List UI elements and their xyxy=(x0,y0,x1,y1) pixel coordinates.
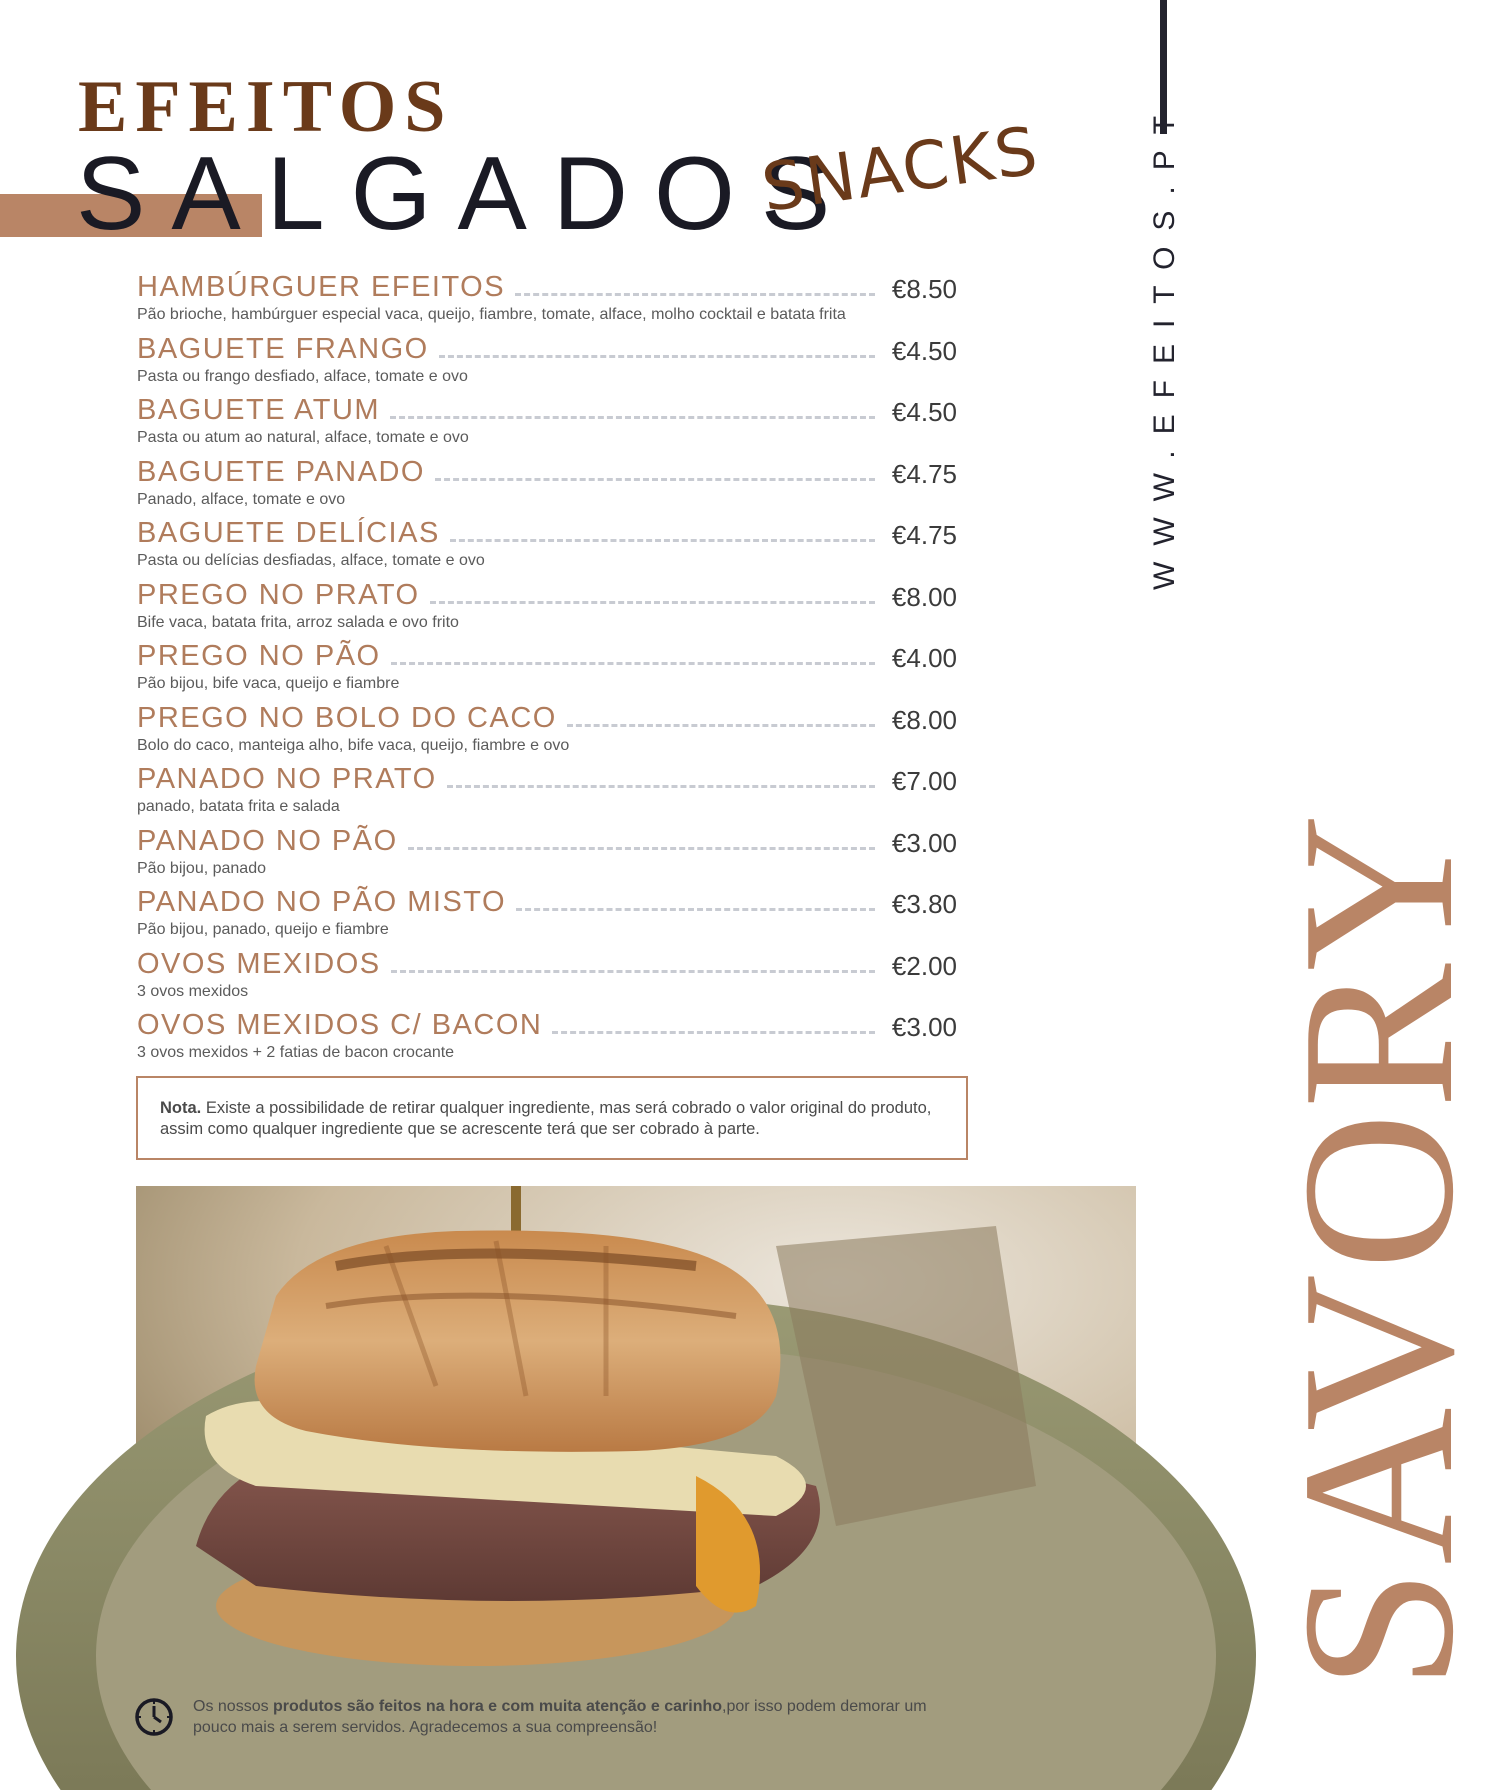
menu-item-price: €8.50 xyxy=(891,274,957,304)
menu-item-description: Pasta ou frango desfiado, alface, tomate e ovo xyxy=(137,367,468,385)
footer-text-bold: produtos são feitos na hora e com muita atenção e carinho xyxy=(273,1698,723,1715)
menu-item xyxy=(137,822,957,884)
menu-item-leader xyxy=(439,355,875,358)
menu-item-leader xyxy=(391,970,875,973)
menu-item-row xyxy=(137,514,957,548)
menu-item-row xyxy=(137,576,957,610)
menu-item-name: OVOS MEXIDOS C/ BACON xyxy=(137,1009,543,1041)
menu-item xyxy=(137,945,957,1007)
menu-item-leader xyxy=(430,601,875,604)
website-text: WWW.EFEITOS.PT xyxy=(1148,99,1181,590)
menu-item-price: €4.50 xyxy=(891,397,957,427)
menu-item-name: BAGUETE ATUM xyxy=(137,394,381,426)
menu-item xyxy=(137,699,957,761)
menu-item xyxy=(137,268,957,330)
menu-item-leader xyxy=(552,1031,875,1034)
menu-item-name: OVOS MEXIDOS xyxy=(137,947,381,980)
menu-item-name: PREGO NO BOLO DO CACO xyxy=(137,701,557,734)
menu-item-leader xyxy=(450,539,875,542)
menu-item-row xyxy=(137,945,957,979)
menu-item xyxy=(137,883,957,945)
menu-item-leader xyxy=(390,416,875,419)
menu-item-name: HAMBÚRGUER EFEITOS xyxy=(137,271,506,303)
brand-script-title: SNACKS xyxy=(757,111,1044,227)
menu-item-price: €3.80 xyxy=(891,889,957,919)
menu-item-description: Pão brioche, hambúrguer especial vaca, queijo, fiambre, tomate, alface, molho cocktail e batata frita xyxy=(137,306,846,323)
menu-item-price: €7.00 xyxy=(891,766,957,796)
menu-list xyxy=(137,268,957,1068)
menu-item-description: Pão bijou, panado xyxy=(137,859,266,877)
menu-item-row xyxy=(137,391,957,425)
footer-text-before: Os nossos xyxy=(193,1698,274,1715)
menu-item-row xyxy=(137,453,957,487)
menu-item-description: Panado, alface, tomate e ovo xyxy=(137,490,346,508)
menu-item-name: PANADO NO PRATO xyxy=(137,763,437,795)
menu-item-description: Bolo do caco, manteiga alho, bife vaca, queijo, fiambre e ovo xyxy=(137,736,570,754)
menu-item-name: BAGUETE DELÍCIAS xyxy=(137,517,440,549)
menu-item-row xyxy=(137,268,957,302)
brand-top-wrap xyxy=(78,66,454,148)
menu-item-name: BAGUETE PANADO xyxy=(137,455,425,488)
menu-item-row xyxy=(137,1006,957,1040)
footer-text-after: ,por isso podem demorar um pouco mais a serem servidos. Agradecemos a sua compreensão! xyxy=(193,1698,927,1736)
clock-icon xyxy=(133,1696,175,1738)
menu-item-description: Pasta ou delícias desfiadas, alface, tomate e ovo xyxy=(137,552,485,569)
menu-item xyxy=(137,391,957,453)
note-text: Existe a possibilidade de retirar qualquer ingrediente, mas será cobrado o valor original do produto, assim como qualquer ingrediente que se acrescente terá que ser cobrado à parte. xyxy=(160,1099,932,1138)
menu-item-row xyxy=(137,822,957,856)
menu-item xyxy=(137,637,957,699)
savory-vertical-title: SAVORY xyxy=(1258,809,1499,1690)
menu-item-row xyxy=(137,699,957,733)
menu-item-price: €8.00 xyxy=(891,704,957,735)
food-photo xyxy=(136,1186,1136,1670)
brand-top-title: EFEITOS xyxy=(78,66,454,148)
menu-item-row xyxy=(137,330,957,364)
note-label: Nota. xyxy=(160,1099,202,1117)
menu-item-price: €4.75 xyxy=(891,458,957,489)
menu-item-description: 3 ovos mexidos + 2 fatias de bacon crocante xyxy=(137,1044,455,1061)
menu-item-name: PANADO NO PÃO xyxy=(137,824,398,857)
brand-main-title: SALGADOS xyxy=(76,136,857,252)
menu-item-price: €8.00 xyxy=(891,581,957,612)
menu-item-price: €4.00 xyxy=(891,643,957,673)
note-box xyxy=(136,1076,968,1160)
menu-item-leader xyxy=(567,724,875,727)
menu-item-description: panado, batata frita e salada xyxy=(137,798,340,815)
menu-item-price: €2.00 xyxy=(891,950,957,981)
menu-item-row xyxy=(137,883,957,917)
menu-item-price: €3.00 xyxy=(891,1012,957,1042)
menu-item-name: PREGO NO PRATO xyxy=(137,578,420,611)
menu-item-name: BAGUETE FRANGO xyxy=(137,332,429,365)
menu-item-description: 3 ovos mexidos xyxy=(137,982,249,1000)
menu-item-leader xyxy=(516,908,875,911)
menu-item-leader xyxy=(391,662,875,665)
menu-item-description: Pão bijou, bife vaca, queijo e fiambre xyxy=(137,675,400,692)
menu-item-description: Pão bijou, panado, queijo e fiambre xyxy=(137,921,389,938)
menu-item-name: PANADO NO PÃO MISTO xyxy=(137,886,507,918)
menu-item-price: €4.75 xyxy=(891,520,957,550)
menu-item xyxy=(137,330,957,392)
menu-item-leader xyxy=(447,785,875,788)
menu-item-price: €4.50 xyxy=(891,335,957,366)
sandwich-photo-illustration xyxy=(136,1186,1136,1670)
menu-item-description: Bife vaca, batata frita, arroz salada e ovo frito xyxy=(137,613,459,631)
menu-item xyxy=(137,576,957,638)
menu-item-leader xyxy=(435,478,875,481)
menu-item xyxy=(137,453,957,515)
menu-item xyxy=(137,514,957,576)
menu-item-name: PREGO NO PÃO xyxy=(137,640,381,672)
menu-item xyxy=(137,760,957,822)
menu-item-description: Pasta ou atum ao natural, alface, tomate e ovo xyxy=(137,429,469,446)
menu-item-leader xyxy=(515,293,875,296)
menu-item-row xyxy=(137,760,957,794)
menu-item xyxy=(137,1006,957,1068)
menu-item-leader xyxy=(408,847,875,850)
menu-item-row xyxy=(137,637,957,671)
footer-text xyxy=(193,1696,933,1738)
footer xyxy=(133,1696,933,1738)
menu-item-price: €3.00 xyxy=(891,827,957,858)
